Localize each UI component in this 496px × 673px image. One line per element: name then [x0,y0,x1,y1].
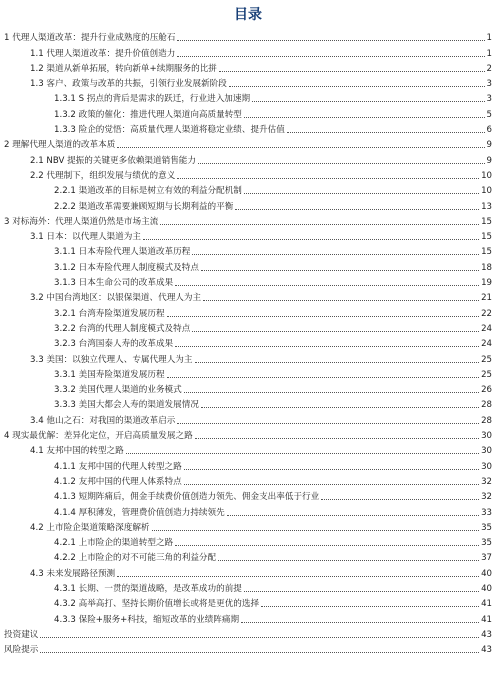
toc-entry-title: 投资建议 [4,629,39,640]
toc-entry-title: 4 现实最优解：差异化定位，开启高质量发展之路 [4,431,193,442]
toc-entry[interactable] [4,335,492,350]
toc-entry-page-number: 40 [481,583,492,594]
toc-entry-page-number: 1 [486,48,492,59]
toc-entry[interactable] [4,29,492,44]
dot-leader [244,591,479,592]
dot-leader [167,316,480,317]
toc-entry-title: 1.2 渠道从新单拓展，转向新单+续期服务的比拼 [30,63,217,74]
toc-entry[interactable] [4,534,492,549]
dot-leader [167,377,480,378]
toc-entry[interactable] [4,442,492,457]
toc-title: 目录 [234,7,262,23]
toc-entry-page-number: 3 [486,94,492,105]
toc-entry-page-number: 21 [481,293,492,304]
toc-entry[interactable] [4,320,492,335]
toc-entry-title: 3.2 中国台湾地区：以银保渠道、代理人为主 [30,293,202,304]
toc-entry-page-number: 22 [481,308,492,319]
toc-entry[interactable] [4,258,492,273]
dot-leader [177,56,484,57]
dot-leader [203,300,479,301]
toc-entry-page-number: 10 [481,186,492,197]
toc-entry[interactable] [4,243,492,258]
toc-entry[interactable] [4,182,492,197]
toc-entry-page-number: 9 [486,155,492,166]
dot-leader [244,117,485,118]
toc-entry-title: 4.2 上市险企渠道策略深度解析 [30,522,150,533]
toc-entry-title: 1.3.2 政策的催化：推进代理人渠道向高质量转型 [54,109,242,120]
toc-entry[interactable] [4,90,492,105]
dot-leader [321,499,479,500]
toc-entry-page-number: 15 [481,232,492,243]
dot-leader [229,86,485,87]
toc-entry-title: 2.1 NBV 提振的关键更多依赖渠道销售能力 [30,155,196,166]
toc-entry[interactable] [4,44,492,59]
toc-entry-page-number: 28 [481,400,492,411]
dot-leader [184,469,479,470]
toc-entry-title: 4.1.2 友邦中国的代理人体系特点 [54,476,182,487]
toc-entry[interactable] [4,549,492,564]
toc-entry[interactable] [4,626,492,641]
dot-leader [152,530,480,531]
toc-entry-title: 2.2.1 渠道改革的目标是树立有效的利益分配机制 [54,186,242,197]
toc-entry[interactable] [4,488,492,503]
toc-entry-page-number: 43 [481,629,492,640]
toc-entry[interactable] [4,473,492,488]
dot-leader [198,163,485,164]
toc-entry-page-number: 28 [481,415,492,426]
dot-leader [117,147,484,148]
toc-entry[interactable] [4,304,492,319]
toc-entry-page-number: 24 [481,339,492,350]
toc-entry-title: 4.2.2 上市险企的对不可能三角的利益分配 [54,553,217,564]
dot-leader [244,193,479,194]
toc-entry-title: 4.1 友邦中国的转型之路 [30,446,124,457]
dot-leader [192,331,479,332]
toc-entry-title: 4.1.3 短期阵痛后，佣金手续费价值创造力领先、佣金支出率低于行业 [54,492,320,503]
toc-entry-page-number: 33 [481,507,492,518]
toc-entry-page-number: 13 [481,201,492,212]
dot-leader [192,254,479,255]
toc-entry[interactable] [4,519,492,534]
toc-entry-page-number: 19 [481,278,492,289]
toc-entry-title: 1.1 代理人渠道改革：提升价值创造力 [30,48,176,59]
toc-entry-page-number: 18 [481,262,492,273]
dot-leader [201,270,479,271]
dot-leader [195,362,480,363]
toc-entry-title: 3.2.1 台湾寿险渠道发展历程 [54,308,165,319]
toc-entry-page-number: 10 [481,170,492,181]
toc-entry-page-number: 5 [486,109,492,120]
toc-entry[interactable] [4,564,492,579]
toc-entry[interactable] [4,197,492,212]
toc-entry[interactable] [4,289,492,304]
dot-leader [218,560,479,561]
toc-list [4,29,492,656]
toc-entry[interactable] [4,427,492,442]
dot-leader [287,132,485,133]
dot-leader [40,652,479,653]
toc-entry-page-number: 35 [481,522,492,533]
toc-entry-title: 4.3.2 高举高打、坚持长期价值增长或将是更优的选择 [54,599,260,610]
dot-leader [201,407,479,408]
toc-entry-page-number: 15 [481,216,492,227]
toc-entry[interactable] [4,381,492,396]
toc-entry-page-number: 41 [481,599,492,610]
toc-entry[interactable] [4,411,492,426]
dot-leader [184,484,479,485]
toc-entry[interactable] [4,396,492,411]
toc-entry-title: 3.1.1 日本寿险代理人渠道改革历程 [54,247,191,258]
toc-entry-title: 3.1 日本：以代理人渠道为主 [30,232,141,243]
toc-entry-page-number: 32 [481,492,492,503]
toc-entry-title: 3.2.3 台湾国泰人寿的改革成果 [54,339,174,350]
dot-leader [117,576,479,577]
toc-entry[interactable] [4,167,492,182]
toc-entry-title: 1 代理人渠道改革：提升行业成熟度的压舱石 [4,33,176,44]
dot-leader [261,606,479,607]
toc-entry-page-number: 30 [481,461,492,472]
toc-entry-page-number: 3 [486,79,492,90]
toc-entry-page-number: 25 [481,354,492,365]
dot-leader [227,515,479,516]
toc-entry[interactable] [4,366,492,381]
toc-entry[interactable] [4,75,492,90]
dot-leader [177,423,479,424]
toc-entry-title: 3.3.2 美国代理人渠道的业务模式 [54,385,182,396]
toc-entry[interactable] [4,274,492,289]
toc-entry[interactable] [4,151,492,166]
toc-entry-title: 1.3.3 险企的觉悟：高质量代理人渠道将稳定业绩、提升估值 [54,125,285,136]
toc-entry-page-number: 43 [481,645,492,656]
toc-entry-title: 2 理解代理人渠道的改革本质 [4,140,116,151]
dot-leader [195,438,479,439]
toc-entry-title: 3.1.2 日本寿险代理人制度模式及特点 [54,262,199,273]
dot-leader [219,71,485,72]
toc-entry[interactable] [4,641,492,656]
toc-entry-title: 3.4 他山之石：对我国的渠道改革启示 [30,415,176,426]
toc-entry-page-number: 26 [481,385,492,396]
dot-leader [184,392,479,393]
dot-leader [40,637,479,638]
toc-entry-title: 3.3 美国：以独立代理人、专属代理人为主 [30,354,193,365]
toc-entry[interactable] [4,580,492,595]
dot-leader [235,209,479,210]
toc-entry-title: 1.3.1 S 拐点的背后是需求的跃迁，行业进入加速期 [54,94,251,105]
toc-entry[interactable] [4,350,492,365]
toc-entry[interactable] [4,595,492,610]
toc-entry-title: 3.1.3 日本生命公司的改革成果 [54,278,174,289]
toc-entry-title: 4.3.1 长期、一贯的渠道战略，是改革成功的前提 [54,583,242,594]
dot-leader [177,178,479,179]
toc-entry[interactable] [4,121,492,136]
dot-leader [126,453,479,454]
toc-entry-title: 3.2.2 台湾的代理人制度模式及特点 [54,323,191,334]
toc-entry-page-number: 32 [481,476,492,487]
dot-leader [175,285,479,286]
toc-entry-page-number: 35 [481,538,492,549]
toc-entry[interactable] [4,213,492,228]
toc-entry-title: 1.3 客户、政策与改革的共振，引领行业发展新阶段 [30,79,227,90]
toc-entry-title: 4.3.3 保险+服务+科技，缩短改革的业绩阵痛期 [54,614,240,625]
toc-entry-title: 4.3 未来发展路径预测 [30,568,116,579]
toc-entry-page-number: 24 [481,323,492,334]
toc-entry-page-number: 2 [486,63,492,74]
toc-entry-page-number: 6 [486,125,492,136]
toc-entry-title: 3 对标海外：代理人渠道仍然是市场主流 [4,216,159,227]
toc-entry[interactable] [4,136,492,151]
dot-leader [175,545,479,546]
toc-entry-page-number: 9 [486,140,492,151]
dot-leader [160,224,479,225]
toc-entry-title: 风险提示 [4,645,39,656]
toc-entry-page-number: 37 [481,553,492,564]
dot-leader [252,101,484,102]
toc-entry[interactable] [4,60,492,75]
toc-entry-page-number: 1 [486,33,492,44]
toc-entry-title: 4.2.1 上市险企的渠道转型之路 [54,538,174,549]
dot-leader [241,622,479,623]
toc-entry-title: 2.2.2 渠道改革需要兼顾短期与长期利益的平衡 [54,201,234,212]
toc-entry-title: 3.3.3 美国大都会人寿的渠道发展情况 [54,400,199,411]
toc-entry-page-number: 25 [481,369,492,380]
toc-entry[interactable] [4,228,492,243]
toc-entry-title: 3.3.1 美国寿险渠道发展历程 [54,369,165,380]
dot-leader [177,40,484,41]
toc-entry-page-number: 30 [481,431,492,442]
toc-entry-title: 4.1.4 厚积薄发，管理费价值创造力持续领先 [54,507,225,518]
toc-entry-page-number: 15 [481,247,492,258]
toc-entry-page-number: 30 [481,446,492,457]
toc-entry[interactable] [4,105,492,120]
dot-leader [175,346,479,347]
toc-entry[interactable] [4,610,492,625]
toc-entry-page-number: 40 [481,568,492,579]
toc-entry[interactable] [4,503,492,518]
dot-leader [143,239,479,240]
toc-entry-page-number: 41 [481,614,492,625]
toc-entry-title: 4.1.1 友邦中国的代理人转型之路 [54,461,182,472]
toc-entry-title: 2.2 代理制下，组织发展与绩优的意义 [30,170,176,181]
toc-entry[interactable] [4,457,492,472]
